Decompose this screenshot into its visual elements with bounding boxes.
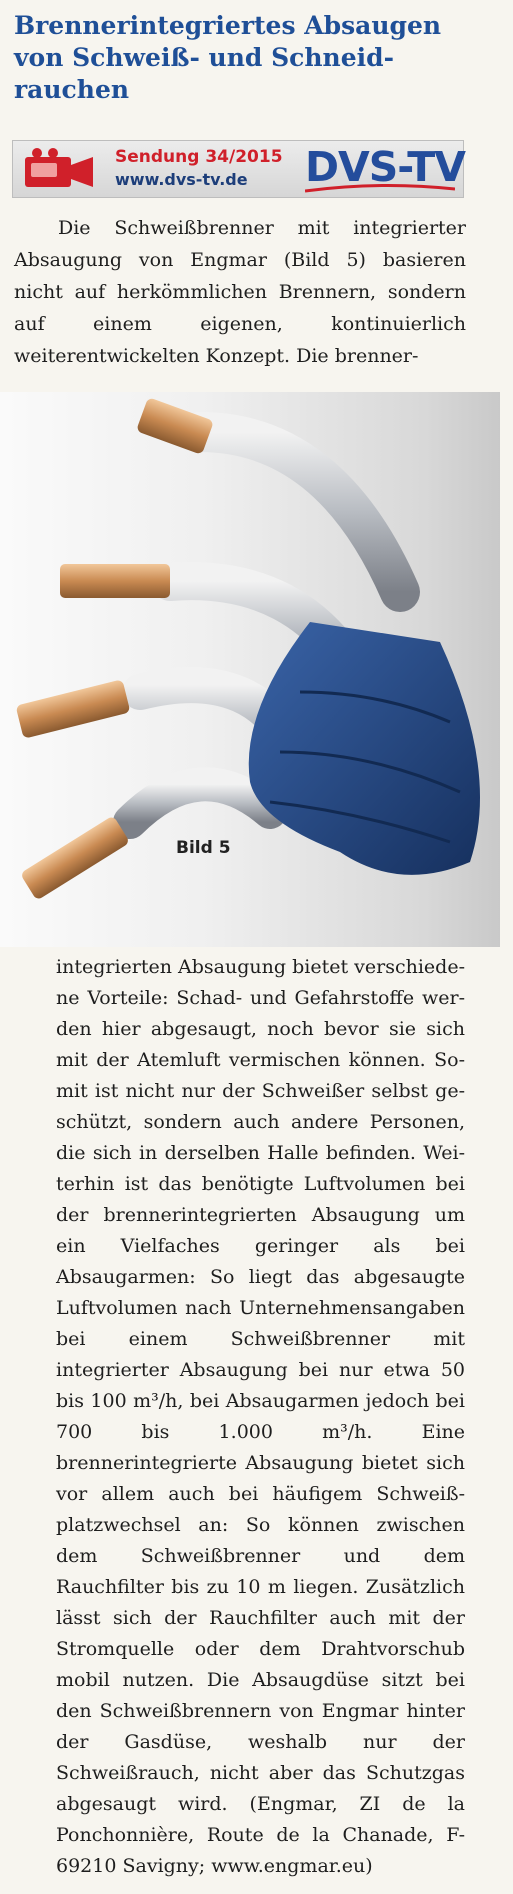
welding-torches-illustration xyxy=(0,392,500,947)
figure-caption: Bild 5 xyxy=(176,838,231,858)
logo-swoosh-icon xyxy=(305,181,455,195)
episode-label: Sendung 34/2015 xyxy=(115,147,283,167)
article-headline: Brennerintegriertes Absaugen von Schweiß- und Schneidrauchen xyxy=(14,11,442,104)
dvs-tv-link[interactable]: www.dvs-tv.de xyxy=(115,170,248,189)
dvs-tv-banner[interactable] xyxy=(12,140,464,198)
body-paragraph: integrierten Absaugung bietet verschiedene Vorteile: Schad- und Gefahrstoffe werden hier abgesaugt, noch bevor sie sich mit der Atemluft vermischen können. Somit ist nicht nur der Schweißer selbst geschützt, sondern auch andere Personen, die sich in derselben Halle befinden. Weiterhin ist das benötigte Luftvolumen bei der brennerintegrierten Absaugung um ein Vielfaches geringer als bei Absaugarmen: So liegt das abgesaugte Luftvolumen nach Unternehmensangaben bei einem Schweißbrenner mit integrierter Absaugung bei nur etwa 50 bis 100 m³/h, bei Absaugarmen jedoch bei 700 bis 1.000 m³/h. Eine brennerintegrierte Absaugung bietet sich vor allem auch bei häufigem Schweißplatzwechsel an: So können zwischen dem Schweißbrenner und dem Rauchfilter bis zu 10 m liegen. Zusätzlich lässt sich der Rauchfilter auch mit der Stromquelle oder dem Drahtvorschub mobil nutzen. Die Absaugdüse sitzt bei den Schweißbrennern von Engmar hinter der Gasdüse, weshalb nur der Schweißrauch, nicht aber das Schutzgas abgesaugt wird. (Engmar, ZI de la Ponchonnière, Route de la Chanade, F-69210 Savigny; www.engmar.eu) xyxy=(56,956,465,1877)
intro-paragraph: Die Schweißbrenner mit integrierter Absaugung von Engmar (Bild 5) basieren nicht auf herkömmlichen Brennern, sondern auf einem eigenen, kontinuierlich weiterentwickelten Konzept. Die brenner- xyxy=(14,217,466,367)
dvs-tv-logo: DVS-TV xyxy=(305,143,465,191)
video-camera-icon xyxy=(23,147,97,191)
welding-torch-photo xyxy=(0,392,500,947)
